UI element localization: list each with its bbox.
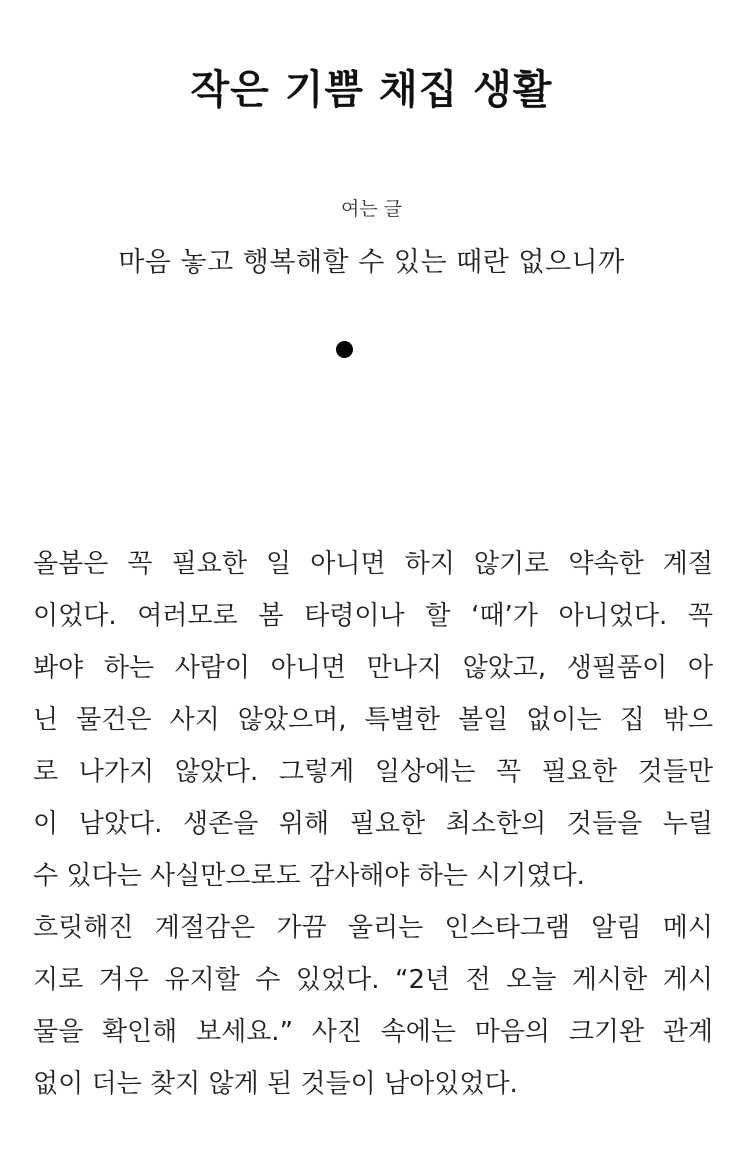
- text-line: 닌 물건은 사지 않았으며, 특별한 볼일 없이는 집 밖으: [33, 705, 713, 735]
- paragraph-2: [33, 902, 713, 1110]
- preface-subtitle: 마음 놓고 행복해할 수 있는 때란 없으니까: [118, 247, 625, 278]
- text-line: 없이 더는 찾지 않게 된 것들이 남아있었다.: [33, 1069, 518, 1099]
- text-line: 올봄은 꼭 필요한 일 아니면 하지 않기로 약속한 계절: [33, 549, 713, 579]
- text-line: 물을 확인해 보세요.” 사진 속에는 마음의 크기완 관계: [33, 1017, 713, 1047]
- text-line: 이 남았다. 생존을 위해 필요한 최소한의 것들을 누릴: [33, 809, 713, 839]
- text-line: 이었다. 여러모로 봄 타령이나 할 ‘때’가 아니었다. 꼭: [33, 601, 713, 631]
- text-line: 수 있다는 사실만으로도 감사해야 하는 시기였다.: [33, 861, 585, 891]
- text-line: 로 나가지 않았다. 그렇게 일상에는 꼭 필요한 것들만: [33, 757, 713, 787]
- text-line: 흐릿해진 계절감은 가끔 울리는 인스타그램 알림 메시: [33, 913, 713, 943]
- body-text: [33, 538, 713, 1110]
- text-line: 지로 겨우 유지할 수 있었다. “2년 전 오늘 게시한 게시: [33, 965, 713, 995]
- chapter-title: 작은 기쁨 채집 생활: [190, 66, 553, 113]
- text-line: 봐야 하는 사람이 아니면 만나지 않았고, 생필품이 아: [33, 653, 713, 683]
- section-divider-dot: [336, 341, 353, 358]
- preface-label: 여는 글: [340, 198, 403, 220]
- paragraph-1: [33, 538, 713, 902]
